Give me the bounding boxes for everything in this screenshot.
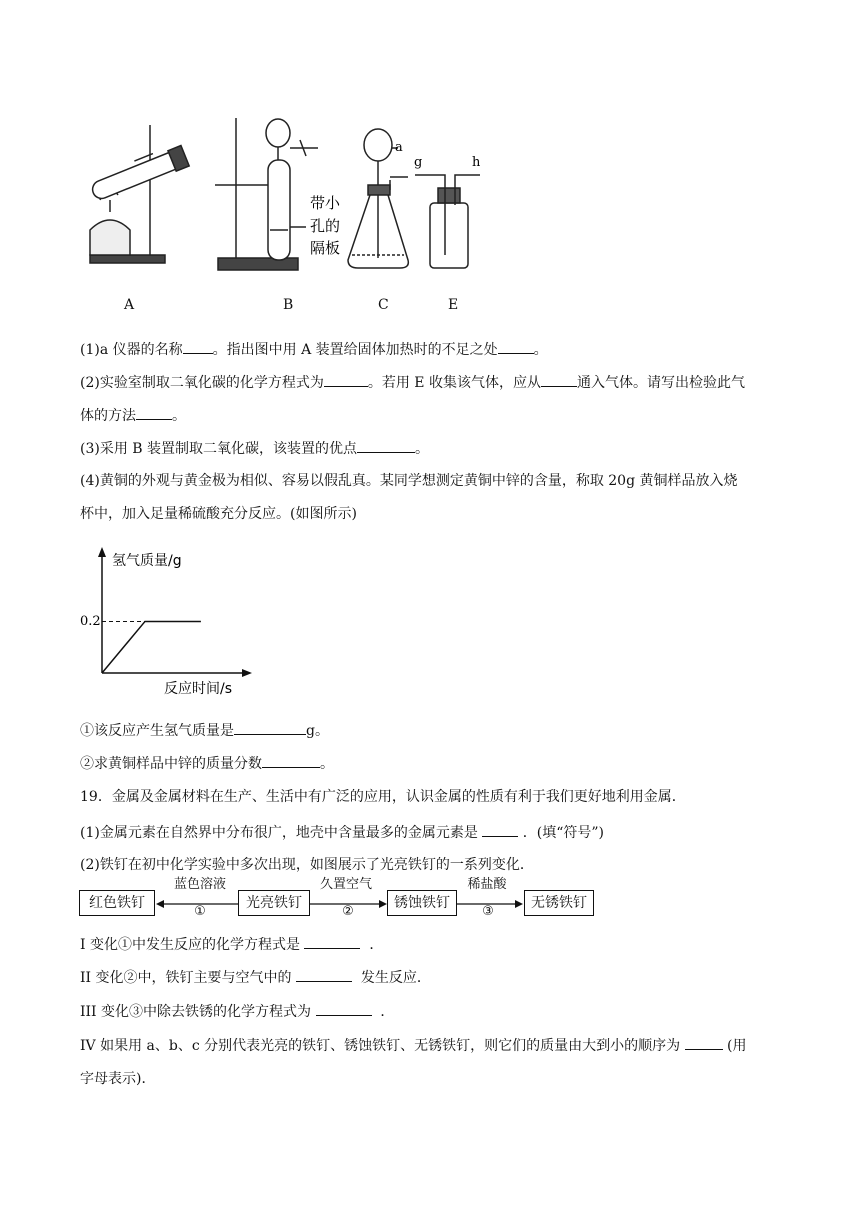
- arrow-1-label: 蓝色溶液: [173, 877, 226, 892]
- chart-xlabel: 反应时间/s: [164, 681, 233, 697]
- apparatus-e-drawing: [415, 175, 480, 268]
- question-3: (3)采用 B 装置制取二氧化碳，该装置的优点 。: [80, 438, 429, 459]
- partition-label-3: 隔板: [310, 239, 341, 257]
- label-e: E: [448, 297, 459, 313]
- apparatus-b-drawing: [215, 118, 318, 270]
- tag-g: g: [414, 155, 423, 170]
- hydrogen-mass-chart: [72, 545, 262, 705]
- label-b: B: [283, 297, 294, 313]
- question-2: (2)实验室制取二氧化碳的化学方程式为 。若用 E 收集该气体，应从 通入气体。请写出检验此气: [80, 372, 745, 393]
- question-19-intro: 19．金属及金属材料在生产、生活中有广泛的应用，认识金属的性质有利于我们更好地利用金属．: [80, 789, 686, 805]
- question-4-line1: (4)黄铜的外观与黄金极为相似、容易以假乱真。某同学想测定黄铜中锌的含量，称取 20g 黄铜样品放入烧: [80, 473, 738, 489]
- question-1: (1)a 仪器的名称 。指出图中用 A 装置给固体加热时的不足之处 。: [80, 339, 548, 360]
- box-rusty-nail: 锈蚀铁钉: [387, 890, 457, 916]
- box-bright-nail: 光亮铁钉: [238, 890, 310, 916]
- question-19-i: I 变化①中发生反应的化学方程式是 ．: [80, 934, 383, 955]
- question-19-2: (2)铁钉在初中化学实验中多次出现，如图展示了光亮铁钉的一系列变化．: [80, 857, 534, 873]
- question-19-iv: IV 如果用 a、b、c 分别代表光亮的铁钉、锈蚀铁钉、无锈铁钉，则它们的质量由大到小的顺序为 (用: [80, 1035, 747, 1056]
- y-tick-label: 0.2: [80, 614, 101, 629]
- question-4-line2: 杯中，加入足量稀硫酸充分反应。(如图所示): [80, 506, 357, 522]
- arrow-3-num: ③: [482, 904, 494, 919]
- arrow-1-num: ①: [194, 904, 206, 919]
- y-axis-arrow: [98, 547, 106, 557]
- partition-label-1: 带小: [310, 194, 341, 212]
- label-c: C: [378, 297, 389, 313]
- question-19-iv-cont: 字母表示)．: [80, 1071, 156, 1087]
- arrow-3-label: 稀盐酸: [467, 877, 507, 892]
- arrow-2-label: 久置空气: [319, 877, 372, 892]
- apparatus-figure: [0, 0, 860, 300]
- tag-a: a: [395, 140, 403, 155]
- box-rustfree-nail: 无锈铁钉: [524, 890, 594, 916]
- question-2-cont: 体的方法 。: [80, 405, 186, 426]
- x-axis-arrow: [242, 669, 252, 677]
- question-19-ii: II 变化②中，铁钉主要与空气中的 发生反应．: [80, 967, 431, 988]
- question-4b: ②求黄铜样品中锌的质量分数 。: [80, 753, 334, 774]
- box-red-nail: 红色铁钉: [79, 890, 155, 916]
- data-line: [102, 621, 201, 673]
- chart-ylabel: 氢气质量/g: [112, 553, 182, 569]
- label-a: A: [124, 297, 135, 313]
- question-19-1: (1)金属元素在自然界中分布很广，地壳中含量最多的金属元素是 ．(填“符号”): [80, 822, 604, 843]
- question-4a: ①该反应产生氢气质量是 g。: [80, 720, 329, 741]
- tag-h: h: [472, 155, 481, 170]
- question-19-iii: III 变化③中除去铁锈的化学方程式为 ．: [80, 1001, 394, 1022]
- arrow-2-num: ②: [342, 904, 354, 919]
- partition-label-2: 孔的: [310, 217, 341, 235]
- apparatus-a-drawing: [88, 125, 189, 263]
